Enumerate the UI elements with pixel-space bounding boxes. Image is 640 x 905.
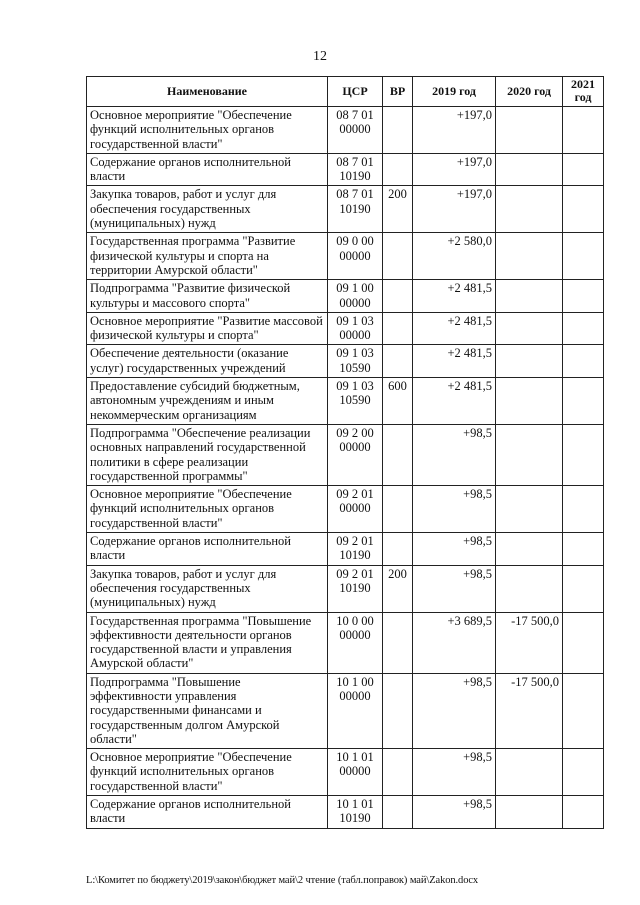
cell-csr: 09 2 01 00000 (328, 486, 383, 533)
header-2021: 2021 год (563, 77, 604, 107)
table-row (87, 345, 604, 378)
cell-csr: 09 2 01 10190 (328, 533, 383, 566)
cell-2019: +98,5 (413, 796, 496, 829)
cell-name: Подпрограмма "Повышение эффективности управления государственными финансами и государственным долгом Амурской области" (87, 673, 328, 748)
table-row (87, 233, 604, 280)
cell-2021 (563, 612, 604, 673)
cell-2020 (496, 233, 563, 280)
cell-vr (383, 612, 413, 673)
cell-name: Содержание органов исполнительной власти (87, 153, 328, 186)
cell-csr: 08 7 01 00000 (328, 107, 383, 154)
cell-vr (383, 345, 413, 378)
cell-2019: +197,0 (413, 186, 496, 233)
cell-2019: +98,5 (413, 749, 496, 796)
cell-vr (383, 673, 413, 748)
table-row (87, 153, 604, 186)
cell-name: Государственная программа "Повышение эффективности деятельности органов государственной власти и управления Амурской области" (87, 612, 328, 673)
cell-name: Обеспечение деятельности (оказание услуг) государственных учреждений (87, 345, 328, 378)
cell-csr: 10 1 01 10190 (328, 796, 383, 829)
cell-2019: +197,0 (413, 153, 496, 186)
cell-csr: 10 1 00 00000 (328, 673, 383, 748)
cell-2019: +98,5 (413, 565, 496, 612)
cell-csr: 09 1 00 00000 (328, 280, 383, 313)
file-path-footer: L:\Комитет по бюджету\2019\закон\бюджет май\2 чтение (табл.поправок) май\Zakon.docx (86, 875, 479, 886)
cell-2020 (496, 424, 563, 485)
cell-csr: 08 7 01 10190 (328, 186, 383, 233)
cell-name: Подпрограмма "Развитие физической культуры и массового спорта" (87, 280, 328, 313)
cell-2021 (563, 107, 604, 154)
cell-2020: -17 500,0 (496, 612, 563, 673)
cell-csr: 10 1 01 00000 (328, 749, 383, 796)
cell-2019: +98,5 (413, 486, 496, 533)
cell-2019: +98,5 (413, 673, 496, 748)
cell-2020 (496, 533, 563, 566)
table-row (87, 612, 604, 673)
table-row (87, 486, 604, 533)
cell-vr (383, 749, 413, 796)
cell-2019: +2 481,5 (413, 280, 496, 313)
cell-csr: 10 0 00 00000 (328, 612, 383, 673)
cell-csr: 09 1 03 10590 (328, 378, 383, 425)
cell-2020 (496, 565, 563, 612)
cell-2019: +3 689,5 (413, 612, 496, 673)
cell-2020 (496, 749, 563, 796)
cell-vr (383, 796, 413, 829)
cell-vr (383, 153, 413, 186)
cell-vr: 200 (383, 565, 413, 612)
cell-2019: +2 580,0 (413, 233, 496, 280)
cell-2021 (563, 153, 604, 186)
cell-vr (383, 424, 413, 485)
table-row (87, 749, 604, 796)
cell-2021 (563, 486, 604, 533)
cell-name: Основное мероприятие "Обеспечение функций исполнительных органов государственной власти" (87, 486, 328, 533)
cell-csr: 09 2 00 00000 (328, 424, 383, 485)
cell-2020 (496, 378, 563, 425)
cell-2020 (496, 312, 563, 345)
cell-name: Подпрограмма "Обеспечение реализации основных направлений государственной политики в сфере реализации государственной программы" (87, 424, 328, 485)
cell-2020: -17 500,0 (496, 673, 563, 748)
cell-2021 (563, 749, 604, 796)
cell-vr (383, 312, 413, 345)
budget-table (86, 76, 604, 829)
cell-2021 (563, 673, 604, 748)
header-2019: 2019 год (413, 77, 496, 107)
cell-2019: +2 481,5 (413, 378, 496, 425)
table-row (87, 424, 604, 485)
cell-vr (383, 280, 413, 313)
cell-name: Содержание органов исполнительной власти (87, 796, 328, 829)
cell-2019: +2 481,5 (413, 312, 496, 345)
cell-name: Основное мероприятие "Обеспечение функций исполнительных органов государственной власти" (87, 749, 328, 796)
header-csr: ЦСР (328, 77, 383, 107)
cell-2020 (496, 345, 563, 378)
cell-vr: 600 (383, 378, 413, 425)
cell-2020 (496, 486, 563, 533)
cell-csr: 09 0 00 00000 (328, 233, 383, 280)
cell-name: Основное мероприятие "Обеспечение функций исполнительных органов государственной власти" (87, 107, 328, 154)
cell-2021 (563, 565, 604, 612)
table-row (87, 565, 604, 612)
header-2020: 2020 год (496, 77, 563, 107)
cell-name: Государственная программа "Развитие физической культуры и спорта на территории Амурской области" (87, 233, 328, 280)
cell-2021 (563, 796, 604, 829)
cell-csr: 09 1 03 10590 (328, 345, 383, 378)
cell-name: Основное мероприятие "Развитие массовой физической культуры и спорта" (87, 312, 328, 345)
cell-csr: 09 1 03 00000 (328, 312, 383, 345)
cell-2020 (496, 153, 563, 186)
cell-vr (383, 533, 413, 566)
cell-2021 (563, 312, 604, 345)
cell-vr: 200 (383, 186, 413, 233)
cell-2020 (496, 280, 563, 313)
cell-2019: +98,5 (413, 533, 496, 566)
table-row (87, 796, 604, 829)
cell-2019: +197,0 (413, 107, 496, 154)
cell-vr (383, 486, 413, 533)
table-row (87, 107, 604, 154)
cell-2020 (496, 186, 563, 233)
page-number: 12 (313, 49, 327, 64)
cell-2021 (563, 533, 604, 566)
cell-2019: +98,5 (413, 424, 496, 485)
cell-csr: 09 2 01 10190 (328, 565, 383, 612)
cell-vr (383, 107, 413, 154)
cell-2021 (563, 378, 604, 425)
cell-2021 (563, 424, 604, 485)
table-row (87, 378, 604, 425)
cell-name: Предоставление субсидий бюджетным, автономным учреждениям и иным некоммерческим организациям (87, 378, 328, 425)
table-row (87, 186, 604, 233)
table-row (87, 673, 604, 748)
cell-2021 (563, 186, 604, 233)
cell-2020 (496, 796, 563, 829)
table-header-row (87, 77, 604, 107)
table-row (87, 312, 604, 345)
cell-name: Закупка товаров, работ и услуг для обеспечения государственных (муниципальных) нужд (87, 565, 328, 612)
cell-name: Содержание органов исполнительной власти (87, 533, 328, 566)
cell-2021 (563, 233, 604, 280)
cell-2019: +2 481,5 (413, 345, 496, 378)
cell-vr (383, 233, 413, 280)
header-vr: ВР (383, 77, 413, 107)
cell-2021 (563, 280, 604, 313)
cell-2021 (563, 345, 604, 378)
cell-csr: 08 7 01 10190 (328, 153, 383, 186)
cell-name: Закупка товаров, работ и услуг для обеспечения государственных (муниципальных) нужд (87, 186, 328, 233)
table-row (87, 533, 604, 566)
table-row (87, 280, 604, 313)
header-name: Наименование (87, 77, 328, 107)
cell-2020 (496, 107, 563, 154)
